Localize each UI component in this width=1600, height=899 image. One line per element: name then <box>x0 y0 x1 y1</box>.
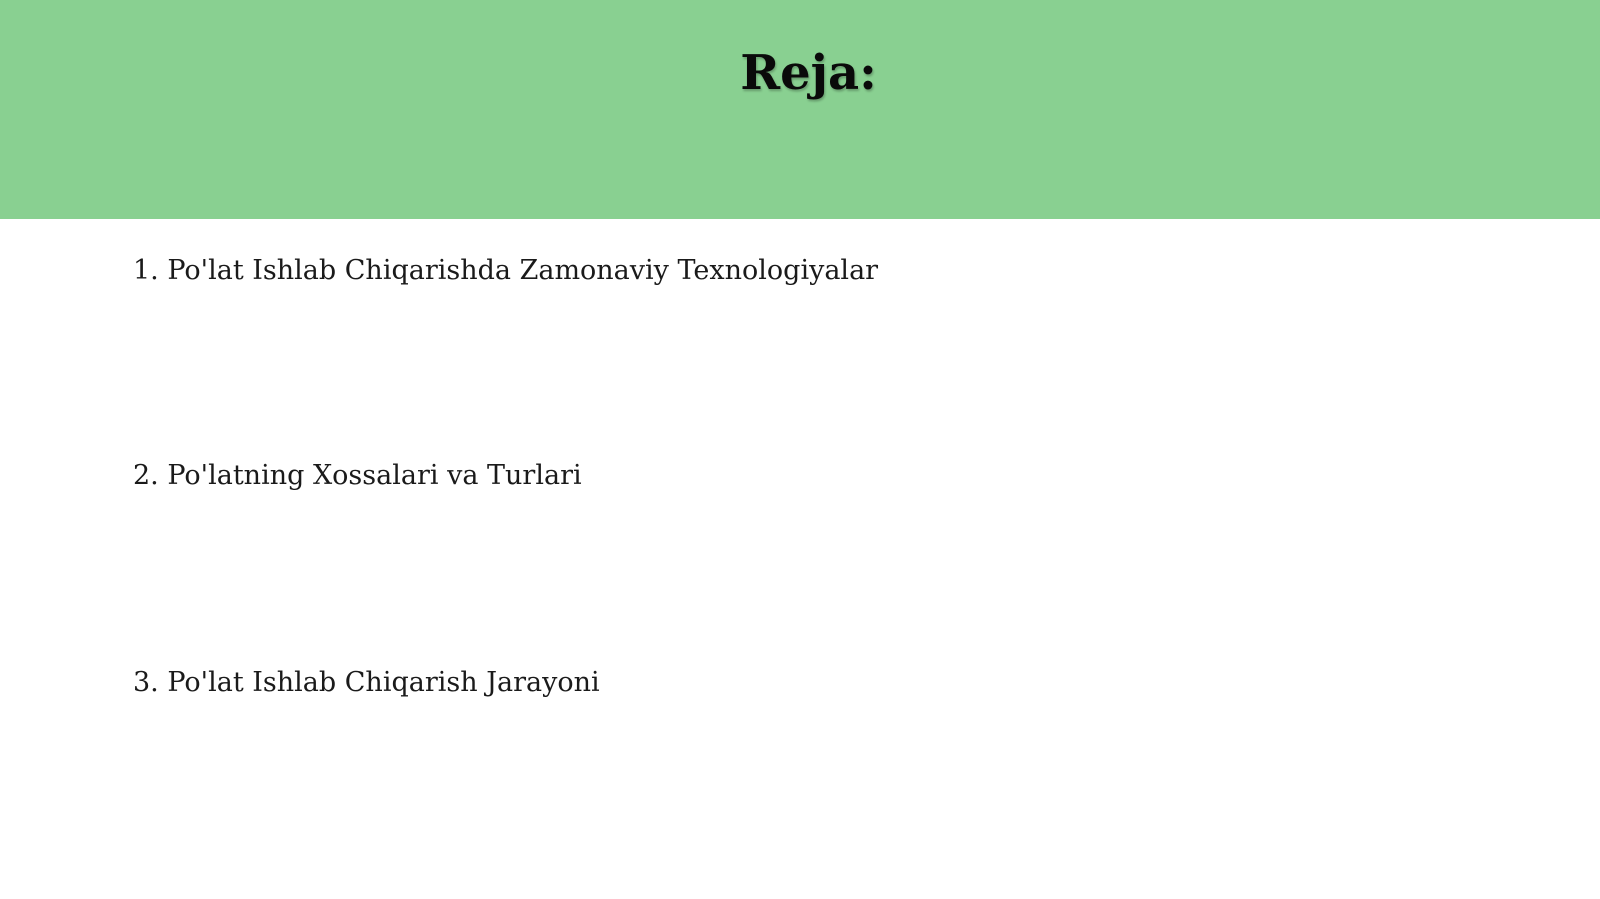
list-item: 2. Po'latning Xossalari va Turlari <box>133 460 582 491</box>
slide-title: Reja: <box>740 45 877 101</box>
header-band <box>0 0 1600 219</box>
list-item: 3. Po'lat Ishlab Chiqarish Jarayoni <box>133 667 600 698</box>
list-item: 1. Po'lat Ishlab Chiqarishda Zamonaviy Texnologiyalar <box>133 255 879 286</box>
